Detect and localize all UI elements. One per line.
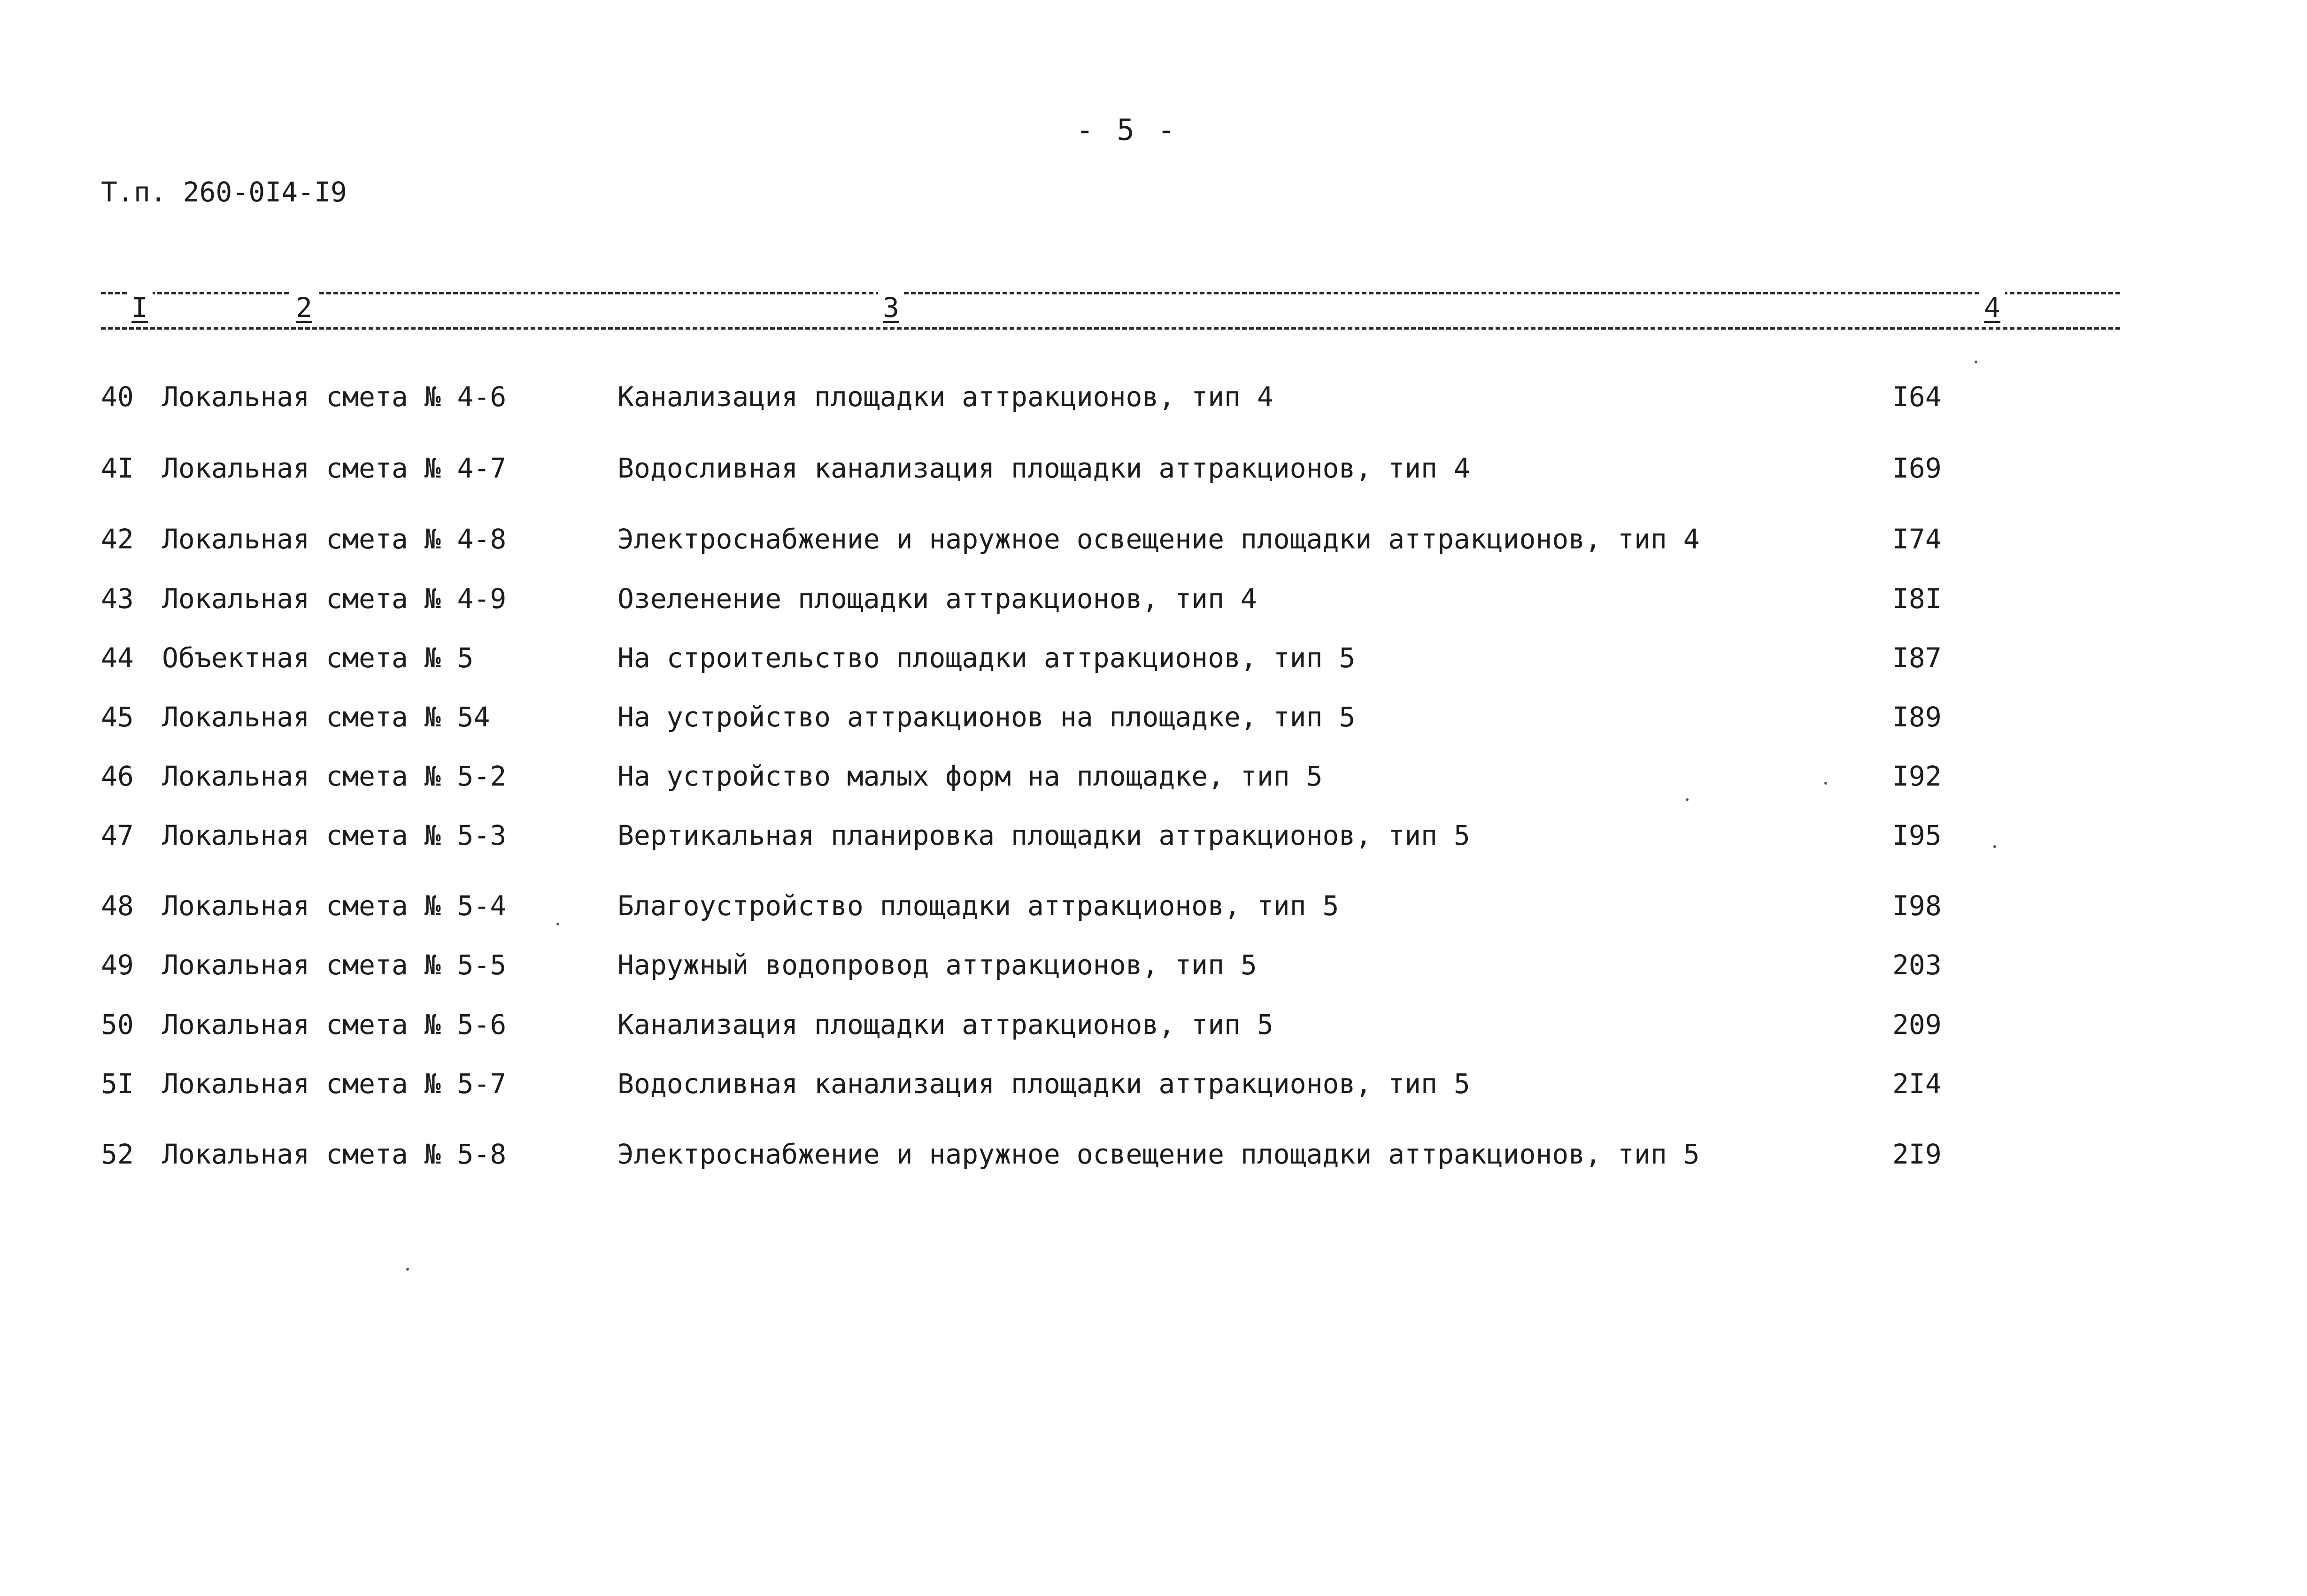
row-title: На устройство аттракционов на площадке, тип 5: [617, 701, 1356, 733]
row-page: I98: [1892, 890, 1942, 922]
row-page: I69: [1892, 452, 1942, 484]
row-page: I87: [1892, 642, 1942, 674]
table-row: [0, 637, 2307, 679]
row-title: Электроснабжение и наружное освещение площадки аттракционов, тип 4: [617, 523, 1700, 555]
column-number-2: 2: [291, 289, 317, 326]
table-header-rule-bottom: [101, 327, 2120, 330]
row-document: Локальная смета № 5-4: [162, 890, 507, 922]
scan-speck: [1686, 798, 1689, 801]
table-row: [0, 1133, 2307, 1175]
row-title: Канализация площадки аттракционов, тип 4: [617, 381, 1273, 413]
column-number-3: 3: [878, 289, 904, 326]
table-row: [0, 578, 2307, 620]
scan-speck: [556, 923, 559, 925]
table-row: [0, 944, 2307, 986]
row-document: Локальная смета № 4-7: [162, 452, 507, 484]
row-page: I95: [1892, 819, 1942, 851]
row-title: Электроснабжение и наружное освещение площадки аттракционов, тип 5: [617, 1138, 1700, 1170]
table-row: [0, 518, 2307, 560]
row-number: 5I: [101, 1068, 134, 1100]
row-number: 50: [101, 1009, 134, 1041]
row-document: Локальная смета № 5-6: [162, 1009, 507, 1041]
table-row: [0, 814, 2307, 856]
table-row: [0, 885, 2307, 927]
row-document: Локальная смета № 5-3: [162, 819, 507, 851]
row-title: Канализация площадки аттракционов, тип 5: [617, 1009, 1273, 1041]
row-page: I8I: [1892, 583, 1942, 615]
row-page: I74: [1892, 523, 1942, 555]
row-document: Локальная смета № 54: [162, 701, 490, 733]
row-document: Локальная смета № 5-2: [162, 760, 507, 792]
row-document: Локальная смета № 5-8: [162, 1138, 507, 1170]
row-number: 43: [101, 583, 134, 615]
row-number: 45: [101, 701, 134, 733]
row-number: 48: [101, 890, 134, 922]
row-document: Локальная смета № 4-6: [162, 381, 507, 413]
row-page: I89: [1892, 701, 1942, 733]
row-title: Вертикальная планировка площадки аттракционов, тип 5: [617, 819, 1470, 851]
row-number: 42: [101, 523, 134, 555]
row-page: I92: [1892, 760, 1942, 792]
column-number-4: 4: [1979, 289, 2005, 326]
table-header-rule-top: [101, 292, 2120, 294]
row-document: Локальная смета № 5-5: [162, 949, 507, 981]
row-page: I64: [1892, 381, 1942, 413]
table-row: [0, 755, 2307, 797]
row-document: Локальная смета № 5-7: [162, 1068, 507, 1100]
table-row: [0, 1063, 2307, 1105]
row-page: 203: [1892, 949, 1942, 981]
scan-speck: [1993, 845, 1996, 848]
row-number: 46: [101, 760, 134, 792]
row-title: Благоустройство площадки аттракционов, тип 5: [617, 890, 1339, 922]
row-number: 52: [101, 1138, 134, 1170]
row-title: На строительство площадки аттракционов, тип 5: [617, 642, 1356, 674]
table-row: [0, 376, 2307, 418]
row-document: Локальная смета № 4-8: [162, 523, 507, 555]
row-page: 2I9: [1892, 1138, 1942, 1170]
row-page: 209: [1892, 1009, 1942, 1041]
row-title: Озеленение площадки аттракционов, тип 4: [617, 583, 1257, 615]
row-title: На устройство малых форм на площадке, тип 5: [617, 760, 1323, 792]
column-number-1: I: [127, 289, 153, 326]
row-page: 2I4: [1892, 1068, 1942, 1100]
document-code: Т.п. 260-0I4-I9: [101, 176, 347, 208]
row-document: Локальная смета № 4-9: [162, 583, 507, 615]
row-document: Объектная смета № 5: [162, 642, 474, 674]
row-number: 47: [101, 819, 134, 851]
row-number: 49: [101, 949, 134, 981]
table-row: [0, 1003, 2307, 1046]
scan-speck: [1824, 782, 1827, 785]
table-row: [0, 696, 2307, 738]
row-title: Водосливная канализация площадки аттракционов, тип 4: [617, 452, 1470, 484]
scan-speck: [1975, 361, 1977, 363]
row-number: 4I: [101, 452, 134, 484]
scan-speck: [406, 1268, 409, 1271]
page-number: - 5 -: [1076, 113, 1178, 147]
row-title: Водосливная канализация площадки аттракционов, тип 5: [617, 1068, 1470, 1100]
table-row: [0, 447, 2307, 489]
row-title: Наружный водопровод аттракционов, тип 5: [617, 949, 1257, 981]
row-number: 40: [101, 381, 134, 413]
row-number: 44: [101, 642, 134, 674]
